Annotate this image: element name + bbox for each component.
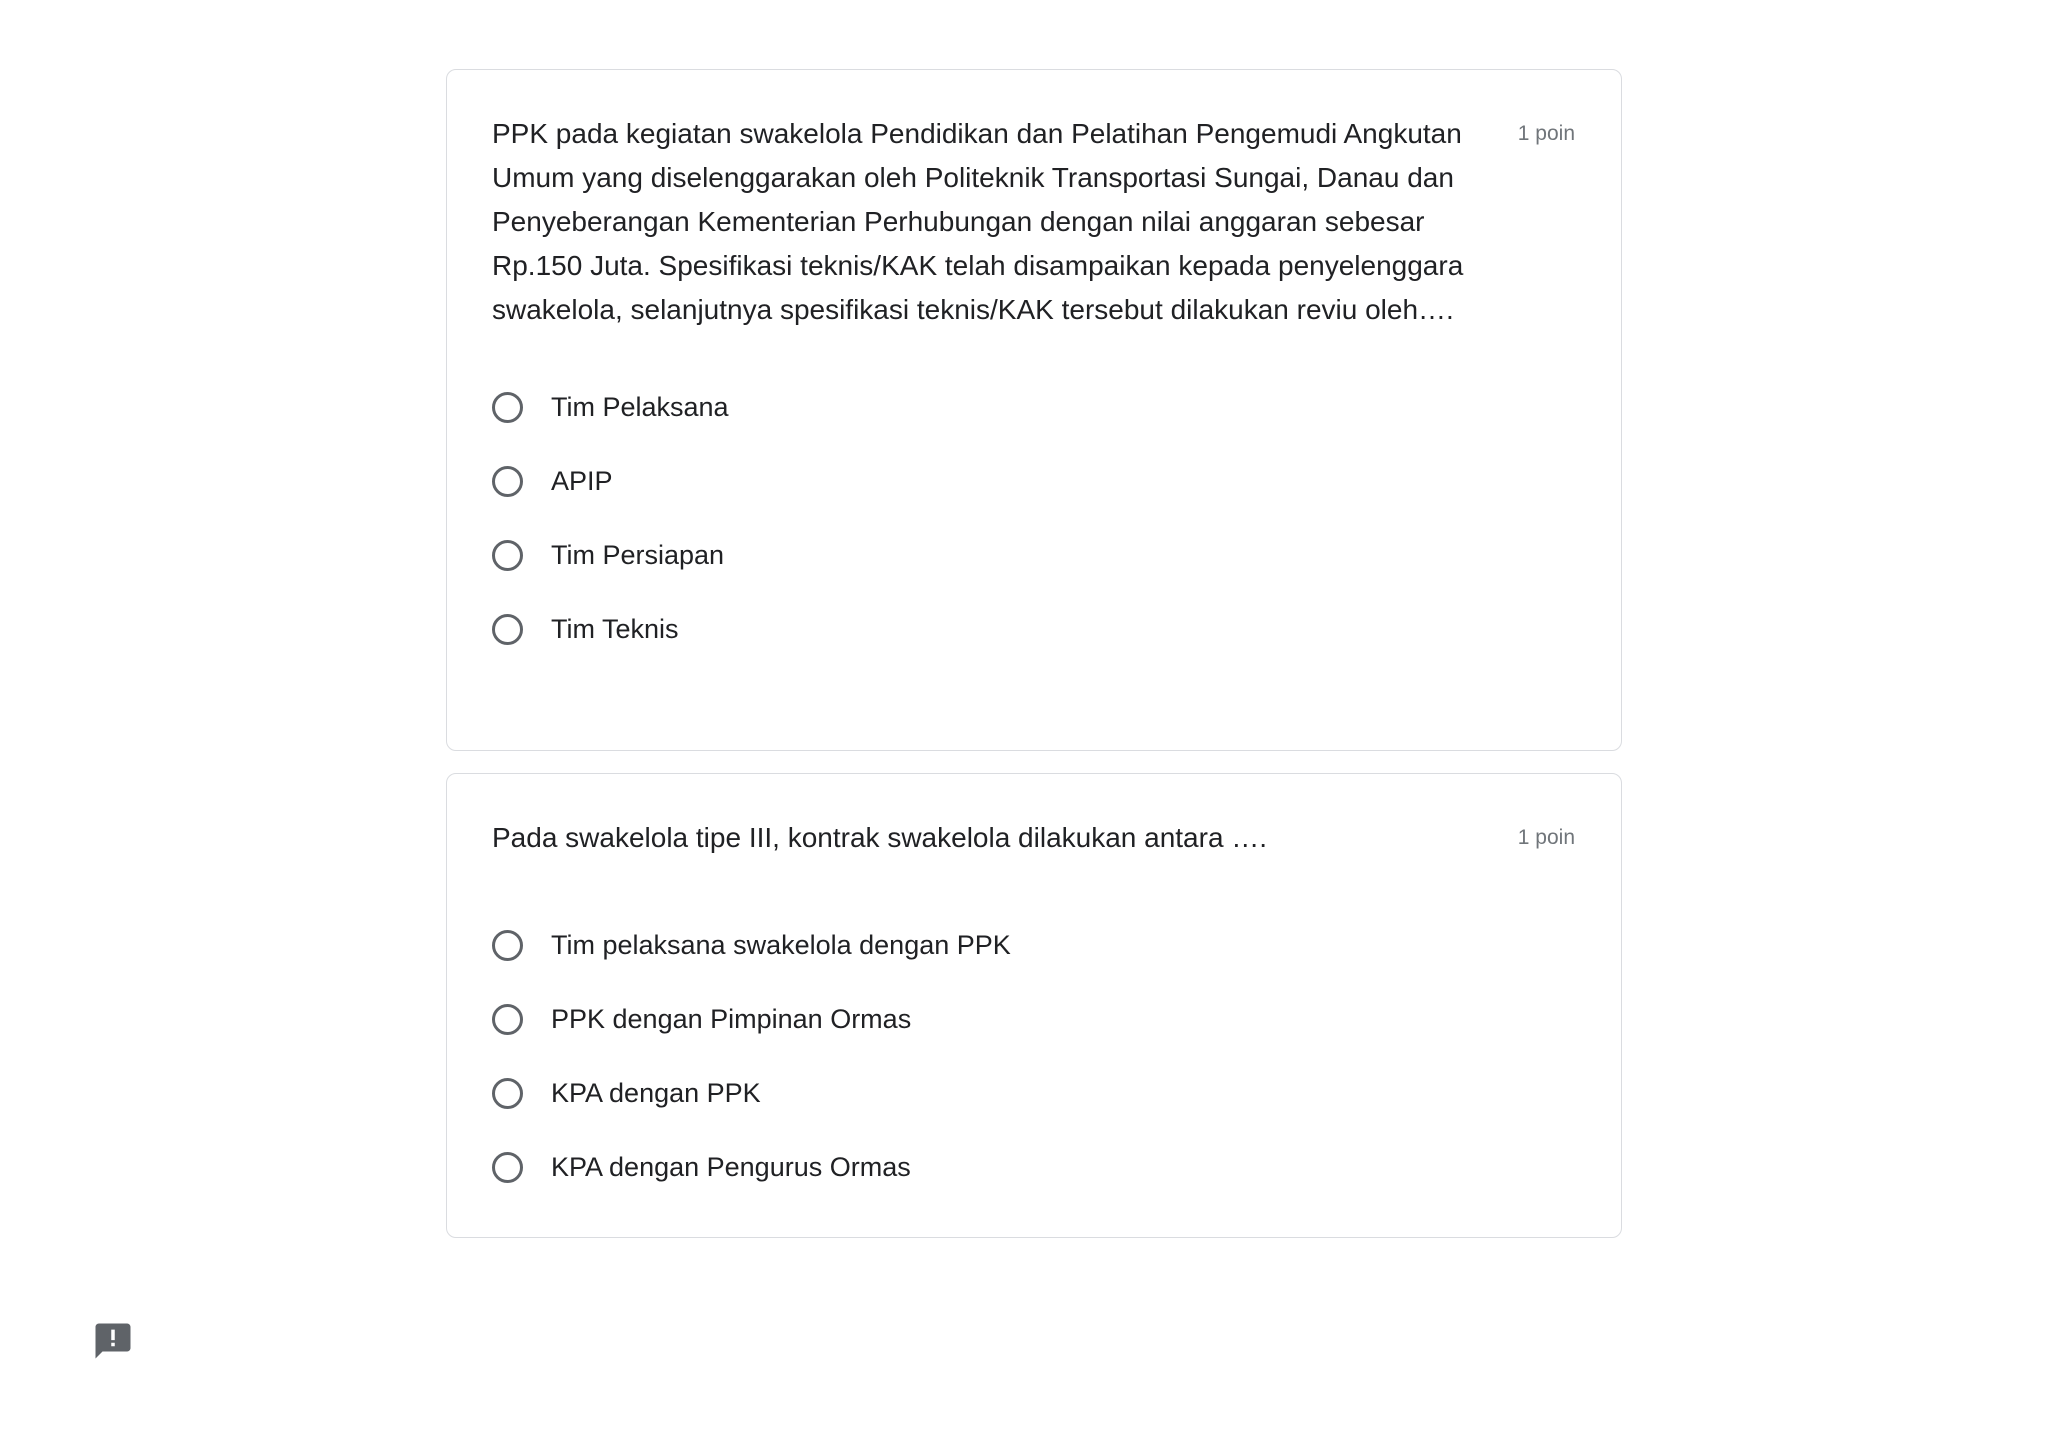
question-text: PPK pada kegiatan swakelola Pendidikan dan Pelatihan Pengemudi Angkutan Umum yang diselenggarakan oleh Politeknik Transportasi Sungai, Danau dan Penyeberangan Kementerian Perhubungan dengan nilai anggaran sebesar Rp.150 Juta. Spesifikasi teknis/KAK telah disampaikan kepada penyelenggara swakelola, selanjutnya spesifikasi teknis/KAK tersebut dilakukan reviu oleh….	[492, 118, 1464, 325]
radio-button[interactable]	[492, 1152, 523, 1183]
radio-button[interactable]	[492, 930, 523, 961]
report-problem-icon[interactable]	[92, 1320, 134, 1362]
option-group	[492, 370, 1575, 666]
question-points: 1 poin	[1517, 826, 1575, 849]
option-label: PPK dengan Pimpinan Ormas	[551, 1003, 912, 1034]
radio-button[interactable]	[492, 1078, 523, 1109]
option-label: APIP	[551, 465, 613, 496]
option-label: Tim Pelaksana	[551, 391, 729, 422]
option-tim-teknis[interactable]	[492, 592, 1575, 666]
option-label: Tim Teknis	[551, 613, 679, 644]
option-ppk-dengan-pimpinan-ormas[interactable]	[492, 982, 1575, 1056]
radio-button[interactable]	[492, 1004, 523, 1035]
option-kpa-dengan-ppk[interactable]	[492, 1056, 1575, 1130]
option-tim-persiapan[interactable]	[492, 518, 1575, 592]
radio-button[interactable]	[492, 614, 523, 645]
question-header	[492, 822, 1575, 860]
radio-button[interactable]	[492, 392, 523, 423]
question-points: 1 poin	[1517, 122, 1575, 145]
option-label: Tim pelaksana swakelola dengan PPK	[551, 929, 1011, 960]
question-text: Pada swakelola tipe III, kontrak swakelola dilakukan antara ….	[492, 822, 1268, 853]
question-header	[492, 118, 1575, 332]
option-kpa-dengan-pengurus-ormas[interactable]	[492, 1130, 1575, 1204]
radio-button[interactable]	[492, 466, 523, 497]
option-label: KPA dengan PPK	[551, 1077, 761, 1108]
report-problem-icon-graphic	[92, 1320, 134, 1362]
option-label: Tim Persiapan	[551, 539, 725, 570]
option-label: KPA dengan Pengurus Ormas	[551, 1151, 911, 1182]
question-card-1	[446, 69, 1622, 751]
option-tim-pelaksana-swakelola-dengan-ppk[interactable]	[492, 908, 1575, 982]
question-card-2	[446, 773, 1622, 1238]
radio-button[interactable]	[492, 540, 523, 571]
option-tim-pelaksana[interactable]	[492, 370, 1575, 444]
option-group	[492, 908, 1575, 1204]
option-apip[interactable]	[492, 444, 1575, 518]
